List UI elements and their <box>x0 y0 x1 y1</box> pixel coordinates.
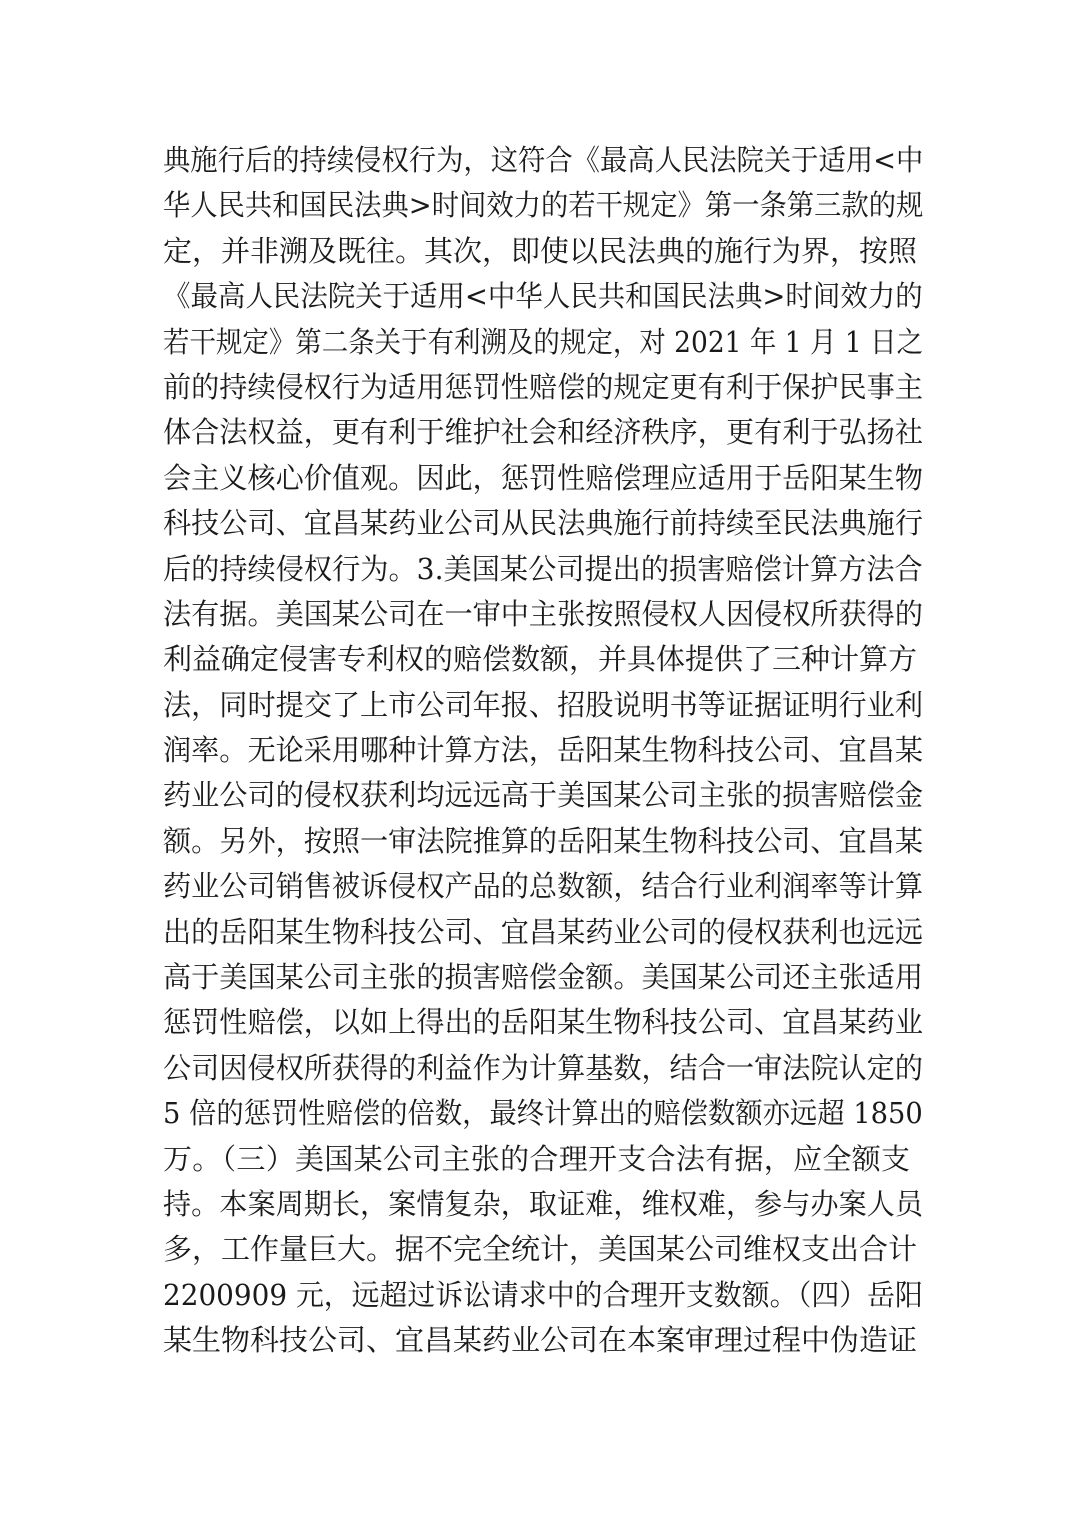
text-line: 定，并非溯及既往。其次，即使以民法典的施行为界，按照 <box>163 233 918 268</box>
text-line: 法有据。美国某公司在一审中主张按照侵权人因侵权所获得的 <box>163 596 923 631</box>
text-line: 前的持续侵权行为适用惩罚性赔偿的规定更有利于保护民事主 <box>163 369 923 404</box>
text-line: 药业公司的侵权获利均远远高于美国某公司主张的损害赔偿金 <box>163 778 923 813</box>
text-line: 持。本案周期长，案情复杂，取证难，维权难，参与办案人员 <box>163 1186 923 1221</box>
text-line: 体合法权益，更有利于维护社会和经济秩序，更有利于弘扬社 <box>163 415 923 450</box>
body-text <box>163 138 923 1364</box>
text-line: 药业公司销售被诉侵权产品的总数额，结合行业利润率等计算 <box>163 869 923 904</box>
text-line: 2200909 元，远超过诉讼请求中的合理开支数额。（四）岳阳 <box>163 1277 923 1312</box>
text-line: 后的持续侵权行为。3.美国某公司提出的损害赔偿计算方法合 <box>163 551 923 586</box>
text-line: 万。（三）美国某公司主张的合理开支合法有据，应全额支 <box>163 1141 911 1176</box>
text-line: 典施行后的持续侵权行为，这符合《最高人民法院关于适用<中 <box>163 143 924 177</box>
text-line: 润率。无论采用哪种计算方法，岳阳某生物科技公司、宜昌某 <box>163 733 923 768</box>
text-line: 出的岳阳某生物科技公司、宜昌某药业公司的侵权获利也远远 <box>163 914 923 949</box>
text-line: 会主义核心价值观。因此，惩罚性赔偿理应适用于岳阳某生物 <box>163 460 923 495</box>
text-line: 某生物科技公司、宜昌某药业公司在本案审理过程中伪造证 <box>163 1323 918 1358</box>
text-line: 若干规定》第二条关于有利溯及的规定，对 2021 年 1 月 1 日之 <box>163 324 924 359</box>
text-line: 多，工作量巨大。据不完全统计，美国某公司维权支出合计 <box>163 1232 918 1267</box>
text-line: 华人民共和国民法典>时间效力的若干规定》第一条第三款的规 <box>163 188 924 223</box>
text-line: 利益确定侵害专利权的赔偿数额，并具体提供了三种计算方 <box>163 642 918 677</box>
text-line: 5 倍的惩罚性赔偿的倍数，最终计算出的赔偿数额亦远超 1850 <box>163 1096 923 1131</box>
text-line: 科技公司、宜昌某药业公司从民法典施行前持续至民法典施行 <box>163 506 923 541</box>
text-line: 高于美国某公司主张的损害赔偿金额。美国某公司还主张适用 <box>163 960 923 995</box>
text-line: 《最高人民法院关于适用<中华人民共和国民法典>时间效力的 <box>163 279 923 314</box>
text-line: 法，同时提交了上市公司年报、招股说明书等证据证明行业利 <box>163 687 923 722</box>
text-line: 公司因侵权所获得的利益作为计算基数，结合一审法院认定的 <box>163 1050 923 1085</box>
text-line: 额。另外，按照一审法院推算的岳阳某生物科技公司、宜昌某 <box>163 823 923 858</box>
text-line: 惩罚性赔偿，以如上得出的岳阳某生物科技公司、宜昌某药业 <box>163 1005 923 1040</box>
